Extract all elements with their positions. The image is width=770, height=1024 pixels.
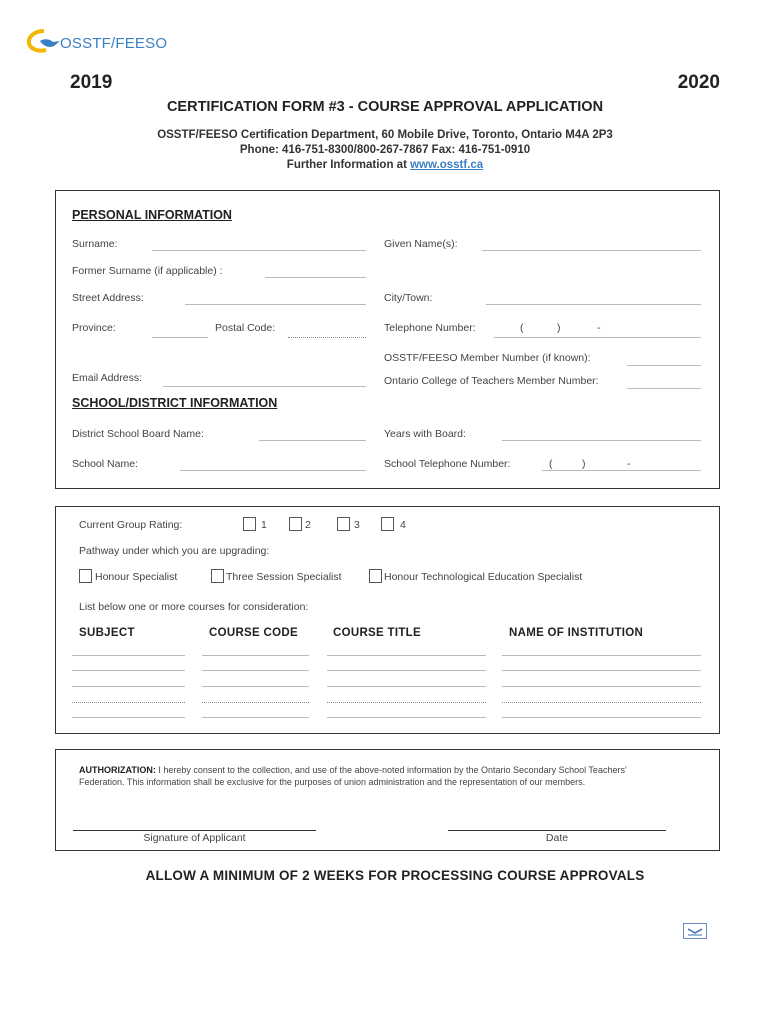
course-title-row-4[interactable] (327, 702, 486, 703)
subject-row-5[interactable] (72, 717, 185, 718)
rating-4-checkbox[interactable] (381, 517, 394, 531)
year-right: 2020 (677, 72, 720, 93)
course-code-row-1[interactable] (202, 655, 309, 656)
honour-specialist-label: Honour Specialist (95, 571, 178, 583)
email-label: Email Address: (72, 372, 143, 384)
rating-3-checkbox[interactable] (337, 517, 350, 531)
authorization-body: I hereby consent to the collection, and use of the above-noted information by the Ontario Secondary School Teachers' Federation. This information shall be exclusive for the purposes of union administration and the representation of our members. (79, 765, 627, 787)
surname-label: Surname: (72, 238, 118, 250)
course-code-row-2[interactable] (202, 670, 309, 671)
authorization-text (79, 764, 669, 788)
institution-row-5[interactable] (502, 717, 701, 718)
school-name-label: School Name: (72, 458, 138, 470)
honour-tech-ed-label: Honour Technological Education Specialist (384, 571, 583, 583)
province-label: Province: (72, 322, 116, 334)
processing-notice: ALLOW A MINIMUM OF 2 WEEKS FOR PROCESSING COURSE APPROVALS (145, 868, 645, 883)
school-tel-paren-close: ) (582, 458, 586, 470)
subject-row-3[interactable] (72, 686, 185, 687)
board-name-label: District School Board Name: (72, 428, 204, 440)
member-number-field[interactable] (627, 365, 701, 366)
former-surname-field[interactable] (265, 277, 366, 278)
col-course-title: COURSE TITLE (333, 627, 421, 639)
personal-info-box (55, 190, 720, 489)
oct-number-field[interactable] (627, 388, 701, 389)
col-institution: NAME OF INSTITUTION (509, 627, 644, 639)
telephone-paren-open: ( (520, 322, 524, 334)
institution-row-2[interactable] (502, 670, 701, 671)
telephone-paren-close: ) (557, 322, 561, 334)
institution-row-3[interactable] (502, 686, 701, 687)
given-names-field[interactable] (482, 250, 701, 251)
osstf-logo-icon (26, 27, 62, 55)
form-title: CERTIFICATION FORM #3 - COURSE APPROVAL APPLICATION (166, 99, 604, 115)
col-course-code: COURSE CODE (209, 627, 298, 639)
signature-field[interactable] (73, 830, 316, 831)
pathway-label: Pathway under which you are upgrading: (79, 545, 270, 557)
telephone-dash: - (597, 322, 601, 334)
institution-row-1[interactable] (502, 655, 701, 656)
school-tel-paren-open: ( (549, 458, 553, 470)
former-surname-label: Former Surname (if applicable) : (72, 265, 223, 277)
authorization-label: AUTHORIZATION: (79, 765, 156, 775)
three-session-label: Three Session Specialist (226, 571, 342, 583)
telephone-field[interactable] (494, 337, 701, 338)
course-box (55, 506, 720, 734)
further-info-prefix: Further Information at (286, 159, 411, 171)
street-address-field[interactable] (185, 304, 366, 305)
surname-field[interactable] (152, 250, 366, 251)
course-code-row-3[interactable] (202, 686, 309, 687)
three-session-checkbox[interactable] (211, 569, 224, 583)
course-list-label: List below one or more courses for consideration: (79, 601, 309, 613)
logo-text: OSSTF/FEESO (60, 35, 168, 52)
postal-code-field[interactable] (288, 337, 366, 338)
rating-1-checkbox[interactable] (243, 517, 256, 531)
course-code-row-5[interactable] (202, 717, 309, 718)
date-field[interactable] (448, 830, 666, 831)
postal-code-label: Postal Code: (215, 322, 276, 334)
email-field[interactable] (163, 386, 366, 387)
institution-row-4[interactable] (502, 702, 701, 703)
city-town-label: City/Town: (384, 292, 433, 304)
col-subject: SUBJECT (79, 627, 135, 639)
phone-line: Phone: 416-751-8300/800-267-7867 Fax: 416-751-0910 (239, 144, 531, 156)
course-title-row-2[interactable] (327, 670, 486, 671)
rating-2-checkbox[interactable] (289, 517, 302, 531)
year-left: 2019 (70, 72, 113, 93)
rating-3-label: 3 (354, 519, 360, 531)
subject-row-4[interactable] (72, 702, 185, 703)
oct-number-label: Ontario College of Teachers Member Number: (384, 375, 599, 387)
school-telephone-field[interactable] (542, 470, 701, 471)
personal-info-heading: PERSONAL INFORMATION (72, 208, 232, 222)
rating-4-label: 4 (400, 519, 406, 531)
honour-specialist-checkbox[interactable] (79, 569, 92, 583)
union-stamp-icon (683, 923, 707, 939)
street-address-label: Street Address: (72, 292, 144, 304)
board-name-field[interactable] (259, 440, 366, 441)
address-line: OSSTF/FEESO Certification Department, 60 Mobile Drive, Toronto, Ontario M4A 2P3 (157, 129, 613, 141)
school-name-field[interactable] (180, 470, 366, 471)
further-info-line (0, 159, 770, 171)
date-caption: Date (545, 832, 569, 844)
website-link[interactable]: www.osstf.ca (410, 159, 484, 171)
school-tel-dash: - (627, 458, 631, 470)
signature-caption: Signature of Applicant (143, 832, 246, 844)
honour-tech-ed-checkbox[interactable] (369, 569, 382, 583)
course-title-row-1[interactable] (327, 655, 486, 656)
school-telephone-label: School Telephone Number: (384, 458, 511, 470)
course-code-row-4[interactable] (202, 702, 309, 703)
group-rating-label: Current Group Rating: (79, 519, 183, 531)
telephone-label: Telephone Number: (384, 322, 476, 334)
subject-row-2[interactable] (72, 670, 185, 671)
member-number-label: OSSTF/FEESO Member Number (if known): (384, 352, 591, 364)
school-info-heading: SCHOOL/DISTRICT INFORMATION (72, 396, 278, 410)
years-with-board-label: Years with Board: (384, 428, 466, 440)
subject-row-1[interactable] (72, 655, 185, 656)
rating-2-label: 2 (305, 519, 311, 531)
rating-1-label: 1 (261, 519, 267, 531)
years-with-board-field[interactable] (502, 440, 701, 441)
city-town-field[interactable] (486, 304, 701, 305)
course-title-row-5[interactable] (327, 717, 486, 718)
province-field[interactable] (152, 337, 208, 338)
course-title-row-3[interactable] (327, 686, 486, 687)
given-names-label: Given Name(s): (384, 238, 458, 250)
